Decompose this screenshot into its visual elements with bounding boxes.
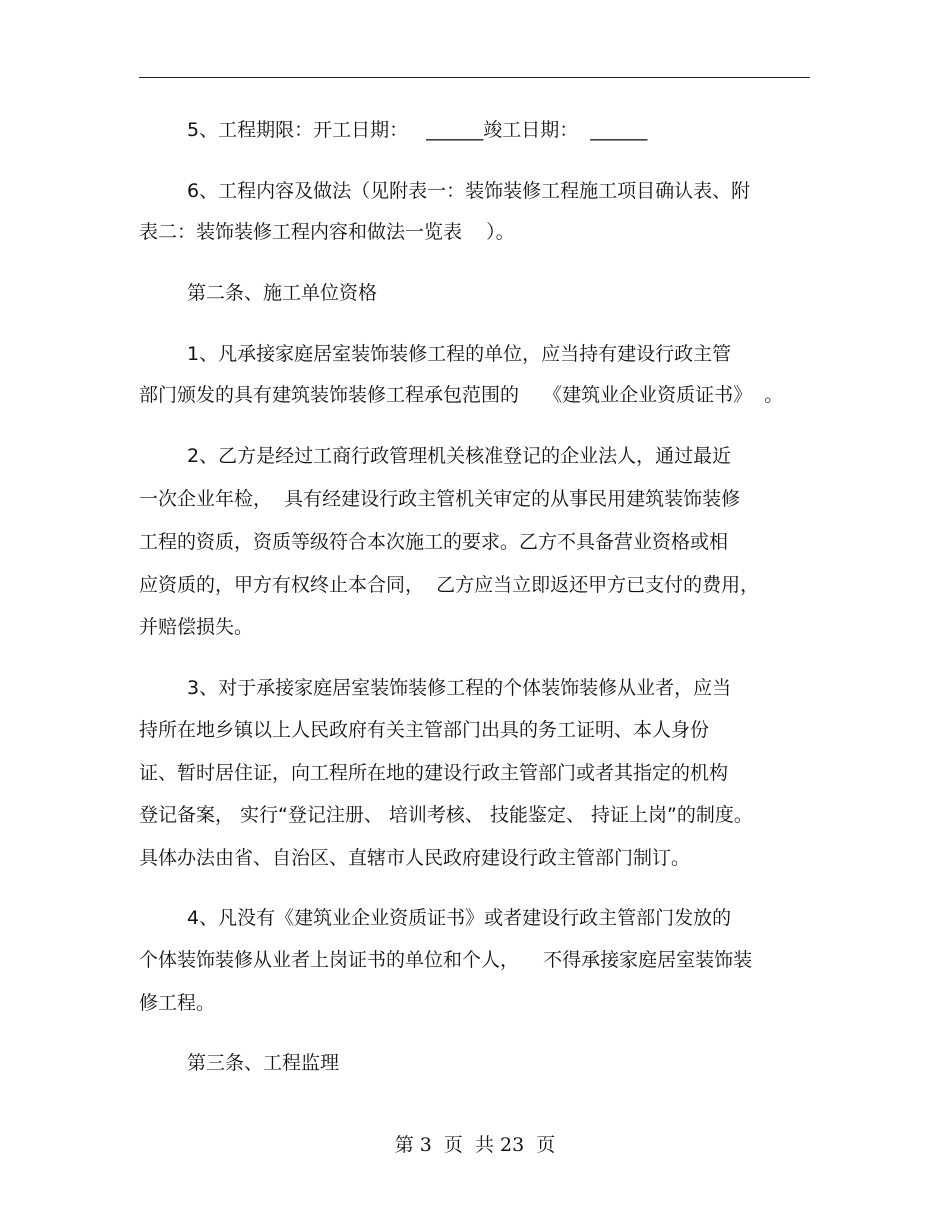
art2-item-3-line-3: 证、暂时居住证，向工程所在地的建设行政主管部门或者其指定的机构 (139, 762, 729, 784)
article-3-heading: 第三条、工程监理 (187, 1052, 340, 1074)
page-footer: 第 3 页 共 23 页 (394, 1134, 556, 1156)
art2-item-3-line-1: 3、对于承接家庭居室装饰装修工程的个体装饰装修从业者，应当 (187, 677, 732, 699)
art2-item-1-line-2: 部门颁发的具有建筑装饰装修工程承包范围的 《建筑业企业资质证书》 。 (139, 384, 784, 406)
art2-item-1-line-1: 1、凡承接家庭居室装饰装修工程的单位，应当持有建设行政主管 (187, 343, 732, 365)
art2-item-2-line-3: 工程的资质，资质等级符合本次施工的要求。乙方不具备营业资格或相 (139, 531, 729, 553)
article-2-heading: 第二条、施工单位资格 (187, 282, 378, 304)
art2-item-3-line-5: 具体办法由省、自治区、直辖市人民政府建设行政主管部门制订。 (139, 847, 691, 869)
clause-5-duration: 5、工程期限：开工日期： ______竣工日期： ______ (187, 119, 648, 141)
art2-item-2-line-4: 应资质的，甲方有权终止本合同， 乙方应当立即返还甲方已支付的费用， (139, 574, 760, 596)
clause-6-line-2: 表二：装饰装修工程内容和做法一览表 ）。 (139, 221, 515, 243)
art2-item-2-line-5: 并赔偿损失。 (139, 616, 254, 638)
art2-item-4-line-3: 修工程。 (139, 992, 216, 1014)
art2-item-3-line-4: 登记备案， 实行“登记注册、 培训考核、 技能鉴定、 持证上岗”的制度。 (139, 804, 753, 826)
art2-item-3-line-2: 持所在地乡镇以上人民政府有关主管部门出具的务工证明、本人身份 (139, 719, 710, 741)
clause-6-line-1: 6、工程内容及做法（见附表一：装饰装修工程施工项目确认表、附 (187, 180, 751, 202)
art2-item-2-line-2: 一次企业年检， 具有经建设行政主管机关审定的从事民用建筑装饰装修 (139, 488, 741, 510)
header-rule (139, 77, 810, 78)
art2-item-4-line-1: 4、凡没有《建筑业企业资质证书》或者建设行政主管部门发放的 (187, 907, 732, 929)
art2-item-4-line-2: 个体装饰装修从业者上岗证书的单位和个人， 不得承接家庭居室装饰装 (139, 949, 753, 971)
art2-item-2-line-1: 2、乙方是经过工商行政管理机关核准登记的企业法人，通过最近 (187, 445, 732, 467)
